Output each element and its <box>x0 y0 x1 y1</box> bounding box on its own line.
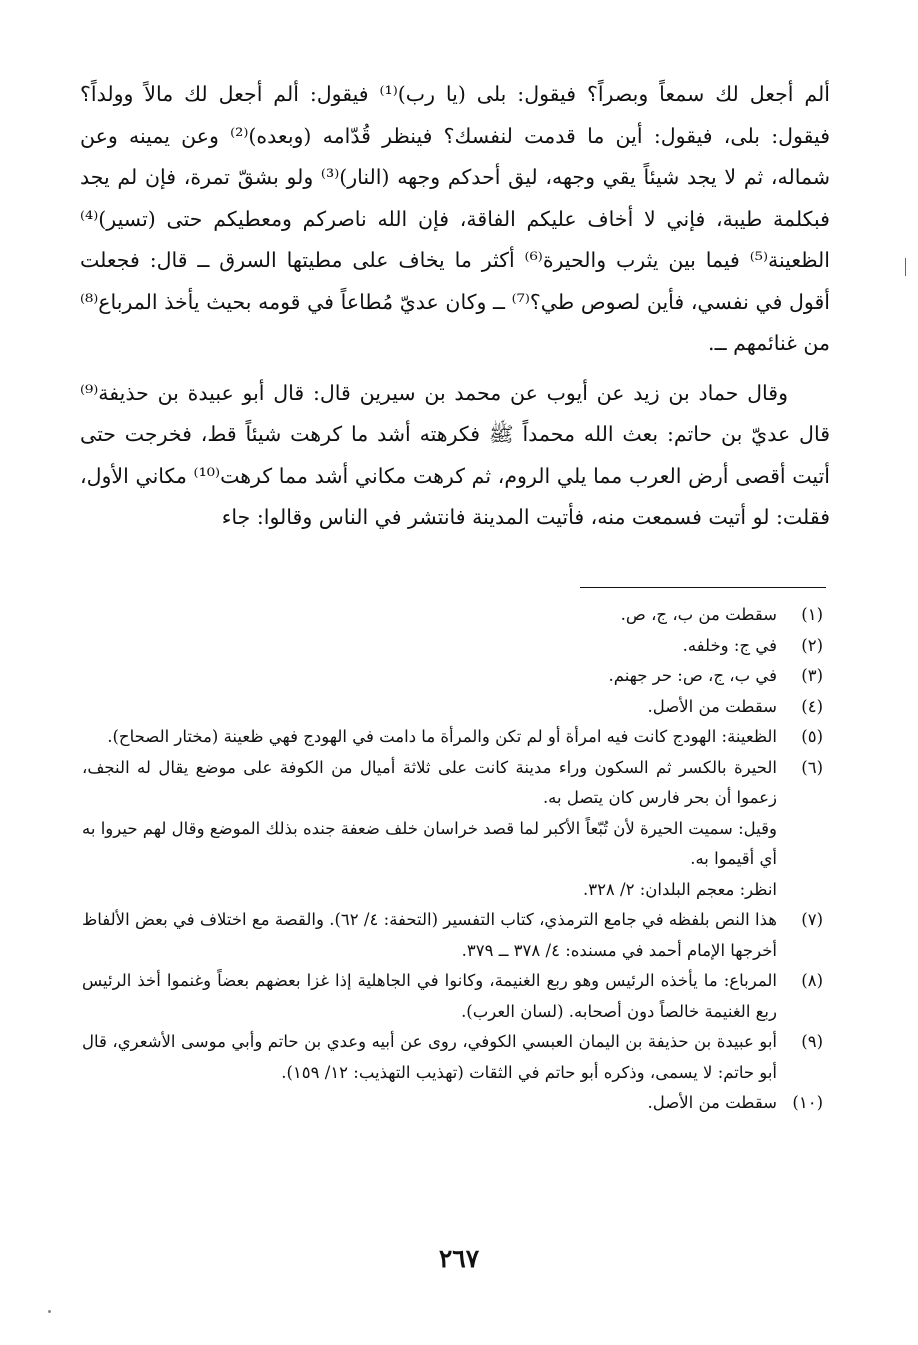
footnote-text: سقطت من ب، ج، ص. <box>620 605 777 624</box>
footnote-text: في ب، ج، ص: حر جهنم. <box>608 666 777 685</box>
footnote-text: هذا النص بلفظه في جامع الترمذي، كتاب التفسير (التحفة: ٤/ ٦٢). والقصة مع اختلاف في بعض الألفاظ أخرجها الإمام أحمد في مسنده: ٤/ ٣٧٨ ــ ٣٧٩. <box>82 910 777 960</box>
footnote-text: سقطت من الأصل. <box>647 1093 777 1112</box>
footnote-number: (٨) <box>801 971 823 990</box>
footnote-text: المرباع: ما يأخذه الرئيس وهو ربع الغنيمة، وكانوا في الجاهلية إذا غزا بعضهم بعضاً وغنموا أخذ الرئيس ربع الغنيمة خالصاً دون أصحابه. (لسان العرب). <box>82 971 777 1021</box>
footnote <box>82 905 823 966</box>
footnote-number: (٧) <box>801 910 823 929</box>
footnote-text: الظعينة: الهودج كانت فيه امرأة أو لم تكن والمرأة ما دامت في الهودج فهي ظعينة (مختار الصحاح). <box>107 727 777 746</box>
footnote-text: سقطت من الأصل. <box>647 696 777 716</box>
footnote <box>82 753 823 814</box>
footnote-number: (٥) <box>801 727 823 746</box>
footnote-number: (٣) <box>801 666 823 685</box>
footnote-number: (١) <box>801 605 823 624</box>
page-number: ٢٦٧ <box>438 1244 480 1273</box>
footnote-text: في ج: وخلفه. <box>682 635 777 655</box>
main-text <box>80 74 830 539</box>
footnote <box>82 1088 823 1119</box>
footnote-text: أبو عبيدة بن حذيفة بن اليمان العبسي الكوفي، روى عن أبيه وعدي بن حاتم وأبي موسى الأشعري، قال أبو حاتم: لا يسمى، وذكره أبو حاتم في الثقات (تهذيب التهذيب: ١٢/ ١٥٩). <box>82 1032 777 1082</box>
footnote <box>82 966 823 1027</box>
footnote-number: (٦) <box>801 757 823 777</box>
footnote-number: (١٠) <box>792 1093 823 1112</box>
footnote-number: (٢) <box>801 635 823 655</box>
footnote-separator <box>580 587 826 588</box>
footnote <box>82 1027 823 1088</box>
footnotes <box>82 600 823 1119</box>
paragraph: ألم أجعل لك سمعاً وبصراً؟ فيقول: بلى (يا رب)⁽¹⁾ فيقول: ألم أجعل لك مالاً وولداً؟ فيقول: بلى، فيقول: أين ما قدمت لنفسك؟ فينظر قُدّامه (وبعده)⁽²⁾ وعن يمينه وعن شماله، ثم لا يجد شيئاً يقي وجهه، ليق أحدكم وجهه (النار)⁽³⁾ ولو بشقّ تمرة، فإن لم يجد فبكلمة طيبة، فإني لا أخاف عليكم الفاقة، فإن الله ناصركم ومعطيكم حتى (تسير)⁽⁴⁾ الظعينة⁽⁵⁾ فيما بين يثرب والحيرة⁽⁶⁾ أكثر ما يخاف على مطيتها السرق ــ قال: فجعلت أقول في نفسي، فأين لصوص طي؟⁽⁷⁾ ــ وكان عديّ مُطاعاً في قومه بحيث يأخذ المرباع⁽⁸⁾ من غنائمهم ــ. <box>80 82 830 355</box>
footnote <box>82 722 823 753</box>
footnote-number: (٩) <box>801 1032 823 1051</box>
paragraph: وقال حماد بن زيد عن أيوب عن محمد بن سيرين قال: قال أبو عبيدة بن حذيفة⁽⁹⁾ قال عديّ بن حاتم: بعث الله محمداً ﷺ فكرهته أشد ما كرهت شيئاً قط، فخرجت حتى أتيت أقصى أرض العرب مما يلي الروم، ثم كرهت مكاني أشد مما كرهت⁽¹⁰⁾ مكاني الأول، فقلت: لو أتيت فسمعت منه، فأتيت المدينة فانتشر في الناس وقالوا: جاء <box>80 380 830 529</box>
margin-mark <box>905 258 912 276</box>
footnote-text: الحيرة بالكسر ثم السكون وراء مدينة كانت على ثلاثة أميال من الكوفة على موضع يقال له النجف، زعموا أن بحر فارس كان يتصل به. <box>82 757 777 807</box>
footnote <box>82 600 823 631</box>
footnote-reference: انظر: معجم البلدان: ٢/ ٣٢٨. <box>582 879 777 899</box>
footnote-continuation: وقيل: سميت الحيرة لأن تُبّعاً الأكبر لما قصد خراسان خلف ضعفة جنده بذلك الموضع وقال لهم حيروا به أي أقيموا به. <box>82 818 777 868</box>
footnote <box>82 692 823 723</box>
footnote-number: (٤) <box>801 696 823 716</box>
scan-dot <box>48 1310 51 1313</box>
footnote <box>82 631 823 662</box>
footnote <box>82 661 823 692</box>
